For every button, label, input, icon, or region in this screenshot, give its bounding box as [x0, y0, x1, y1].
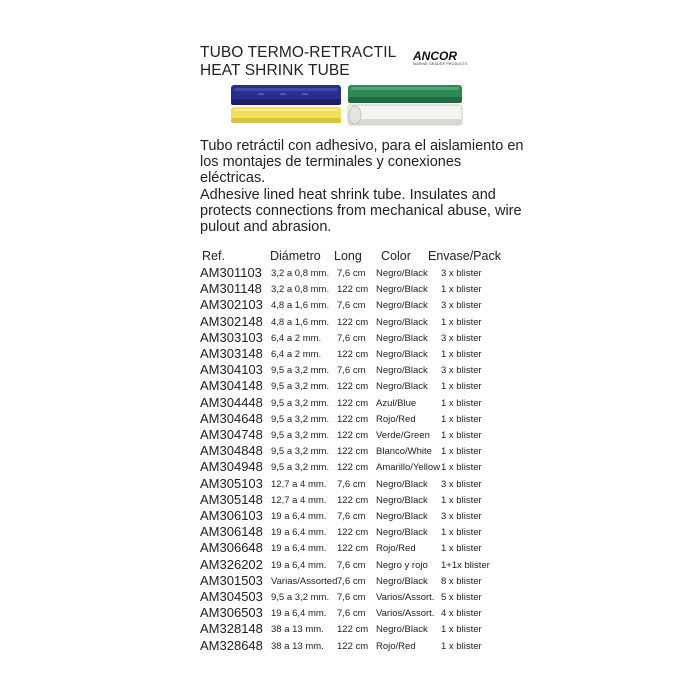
pack-cell: 1 x blister: [441, 316, 482, 328]
pack-cell: 3 x blister: [441, 478, 482, 490]
length-cell: 122 cm: [337, 413, 369, 425]
diameter-cell: 12,7 a 4 mm.: [271, 494, 327, 506]
tube-white-image: [347, 104, 463, 126]
ref-cell: AM326202: [200, 556, 263, 572]
pack-cell: 3 x blister: [441, 365, 482, 377]
color-cell: Negro/Black: [376, 381, 428, 393]
color-cell: Rojo/Red: [376, 413, 416, 425]
tube-blue-image: [230, 84, 342, 106]
ref-cell: AM305103: [200, 475, 263, 491]
diameter-cell: 19 a 6,4 mm.: [271, 559, 327, 571]
table-row: [0, 524, 700, 540]
ref-cell: AM304148: [200, 378, 263, 394]
ref-cell: AM304103: [200, 362, 263, 378]
length-cell: 122 cm: [337, 624, 369, 636]
length-cell: 7,6 cm: [337, 511, 366, 522]
table-row: [0, 557, 700, 573]
diameter-cell: 38 a 13 mm.: [271, 624, 324, 636]
pack-cell: 1 x blister: [441, 527, 482, 539]
pack-cell: 4 x blister: [441, 608, 482, 620]
pack-cell: 1 x blister: [441, 284, 482, 296]
diameter-cell: 9,5 a 3,2 mm.: [271, 381, 330, 393]
color-cell: Rojo/Red: [376, 640, 416, 652]
ref-cell: AM304748: [200, 427, 263, 442]
color-cell: Negro/Black: [376, 268, 428, 279]
table-row: [0, 362, 700, 378]
length-cell: 7,6 cm: [337, 608, 366, 620]
pack-cell: 1+1x blister: [441, 559, 490, 571]
table-row: [0, 638, 700, 654]
diameter-cell: 9,5 a 3,2 mm.: [271, 365, 330, 377]
color-cell: Negro/Black: [376, 478, 428, 490]
length-cell: 122 cm: [337, 494, 369, 506]
color-cell: Negro/Black: [376, 511, 428, 522]
length-cell: 122 cm: [337, 640, 369, 652]
color-cell: Negro/Black: [376, 575, 428, 587]
description-spanish: Tubo retráctil con adhesivo, para el aislamiento en los montajes de terminales y conexiones eléctricas.: [200, 138, 524, 187]
pack-cell: 1 x blister: [441, 349, 482, 360]
length-cell: 7,6 cm: [337, 478, 366, 490]
ref-cell: AM328648: [200, 637, 263, 653]
table-row: [0, 459, 700, 475]
length-cell: 122 cm: [337, 349, 369, 360]
diameter-cell: 9,5 a 3,2 mm.: [271, 413, 330, 425]
pack-cell: 3 x blister: [441, 300, 482, 312]
tube-green-image: [347, 84, 463, 104]
color-cell: Negro/Black: [376, 365, 428, 377]
ref-cell: AM305148: [200, 491, 263, 507]
length-cell: 122 cm: [337, 316, 369, 328]
product-description: [200, 138, 530, 235]
diameter-cell: 3,2 a 0,8 mm.: [271, 284, 330, 296]
diameter-cell: 19 a 6,4 mm.: [271, 543, 327, 555]
color-cell: Varios/Assort.: [376, 592, 435, 603]
pack-cell: 1 x blister: [441, 446, 482, 458]
ref-cell: AM304448: [200, 394, 263, 410]
color-cell: Verde/Green: [376, 430, 430, 441]
diameter-cell: 19 a 6,4 mm.: [271, 511, 327, 522]
length-cell: 122 cm: [337, 430, 369, 441]
page-title: [200, 44, 396, 80]
length-cell: 7,6 cm: [337, 559, 366, 571]
ancor-logo: [413, 50, 473, 68]
length-cell: 122 cm: [337, 284, 369, 296]
diameter-cell: 6,4 a 2 mm.: [271, 349, 322, 360]
ref-cell: AM306648: [200, 540, 263, 556]
diameter-cell: 12,7 a 4 mm.: [271, 478, 327, 490]
length-cell: 122 cm: [337, 527, 369, 539]
pack-cell: 1 x blister: [441, 462, 482, 474]
ref-cell: AM301503: [200, 572, 263, 588]
title-spanish: TUBO TERMO-RETRACTIL: [200, 44, 397, 61]
color-cell: Negro/Black: [376, 527, 428, 539]
length-cell: 122 cm: [337, 446, 369, 458]
ref-cell: AM306503: [200, 605, 263, 621]
table-row: [0, 378, 700, 394]
diameter-cell: 38 a 13 mm.: [271, 640, 324, 652]
length-cell: 7,6 cm: [337, 300, 366, 312]
diameter-cell: 19 a 6,4 mm.: [271, 608, 327, 620]
diameter-cell: 9,5 a 3,2 mm.: [271, 430, 330, 441]
table-row: [0, 573, 700, 589]
header-color: Color: [381, 249, 411, 263]
ref-cell: AM303148: [200, 346, 263, 361]
table-row: [0, 605, 700, 621]
ref-cell: AM328148: [200, 621, 263, 637]
ref-cell: AM306148: [200, 524, 263, 540]
length-cell: 7,6 cm: [337, 575, 366, 587]
description-english: Adhesive lined heat shrink tube. Insulates and protects connections from mechanical abuse, wire pulout and abrasion.: [200, 186, 522, 236]
table-row: [0, 281, 700, 297]
color-cell: Negro/Black: [376, 624, 428, 636]
color-cell: Negro y rojo: [376, 559, 428, 571]
color-cell: Blanco/White: [376, 446, 432, 458]
pack-cell: 1 x blister: [441, 640, 482, 652]
diameter-cell: 9,5 a 3,2 mm.: [271, 592, 330, 603]
pack-cell: 1 x blister: [441, 624, 482, 636]
diameter-cell: 6,4 a 2 mm.: [271, 332, 322, 344]
tube-yellow-image: [230, 106, 342, 124]
diameter-cell: 9,5 a 3,2 mm.: [271, 397, 330, 409]
pack-cell: 1 x blister: [441, 413, 482, 425]
pack-cell: 1 x blister: [441, 494, 482, 506]
length-cell: 122 cm: [337, 543, 369, 555]
pack-cell: 8 x blister: [441, 575, 482, 587]
pack-cell: 1 x blister: [441, 397, 482, 409]
table-row: [0, 346, 700, 362]
table-row: [0, 621, 700, 637]
pack-cell: 3 x blister: [441, 511, 482, 522]
logo-brand: ANCOR: [413, 49, 457, 63]
ref-cell: AM301103: [200, 265, 262, 280]
table-row: [0, 443, 700, 459]
table-row: [0, 265, 700, 281]
header-ref: Ref.: [202, 249, 225, 263]
table-row: [0, 314, 700, 330]
color-cell: Varios/Assort.: [376, 608, 435, 620]
length-cell: 7,6 cm: [337, 365, 366, 377]
color-cell: Negro/Black: [376, 332, 428, 344]
color-cell: Azul/Blue: [376, 397, 417, 409]
diameter-cell: 3,2 a 0,8 mm.: [271, 268, 330, 279]
ref-cell: AM304848: [200, 443, 263, 459]
color-cell: Negro/Black: [376, 349, 428, 360]
header-diameter: Diámetro: [270, 249, 321, 263]
length-cell: 7,6 cm: [337, 268, 366, 279]
ref-cell: AM302148: [200, 313, 263, 329]
table-row: [0, 395, 700, 411]
pack-cell: 1 x blister: [441, 543, 482, 555]
color-cell: Negro/Black: [376, 316, 428, 328]
length-cell: 7,6 cm: [337, 332, 366, 344]
color-cell: Negro/Black: [376, 284, 428, 296]
table-row: [0, 297, 700, 313]
diameter-cell: 9,5 a 3,2 mm.: [271, 446, 330, 458]
table-row: [0, 492, 700, 508]
color-cell: Amarillo/Yellow: [376, 462, 441, 474]
ref-cell: AM302103: [200, 297, 263, 313]
diameter-cell: 19 a 6,4 mm.: [271, 527, 327, 539]
ref-cell: AM303103: [200, 329, 263, 345]
ref-cell: AM301148: [200, 281, 262, 297]
table-row: [0, 476, 700, 492]
length-cell: 122 cm: [337, 397, 369, 409]
title-english: HEAT SHRINK TUBE: [200, 62, 350, 79]
table-row: [0, 330, 700, 346]
ref-cell: AM304503: [200, 589, 263, 604]
diameter-cell: 9,5 a 3,2 mm.: [271, 462, 330, 474]
ref-cell: AM306103: [200, 508, 263, 523]
color-cell: Negro/Black: [376, 494, 428, 506]
pack-cell: 1 x blister: [441, 381, 482, 393]
ref-cell: AM304948: [200, 459, 263, 475]
color-cell: Rojo/Red: [376, 543, 416, 555]
table-row: [0, 411, 700, 427]
table-row: [0, 427, 700, 443]
diameter-cell: 4,8 a 1,6 mm.: [271, 316, 330, 328]
ref-cell: AM304648: [200, 410, 263, 426]
header-length: Long: [334, 249, 362, 263]
pack-cell: 3 x blister: [441, 332, 482, 344]
pack-cell: 1 x blister: [441, 430, 482, 441]
length-cell: 122 cm: [337, 381, 369, 393]
length-cell: 122 cm: [337, 462, 369, 474]
header-pack: Envase/Pack: [428, 249, 501, 263]
color-cell: Negro/Black: [376, 300, 428, 312]
logo-tagline: MARINE GRADE® PRODUCTS: [413, 62, 468, 66]
diameter-cell: 4,8 a 1,6 mm.: [271, 300, 330, 312]
diameter-cell: Varias/Assorted: [271, 575, 338, 587]
pack-cell: 5 x blister: [441, 592, 482, 603]
table-row: [0, 589, 700, 605]
pack-cell: 3 x blister: [441, 268, 482, 279]
table-row: [0, 508, 700, 524]
table-row: [0, 540, 700, 556]
length-cell: 7,6 cm: [337, 592, 366, 603]
